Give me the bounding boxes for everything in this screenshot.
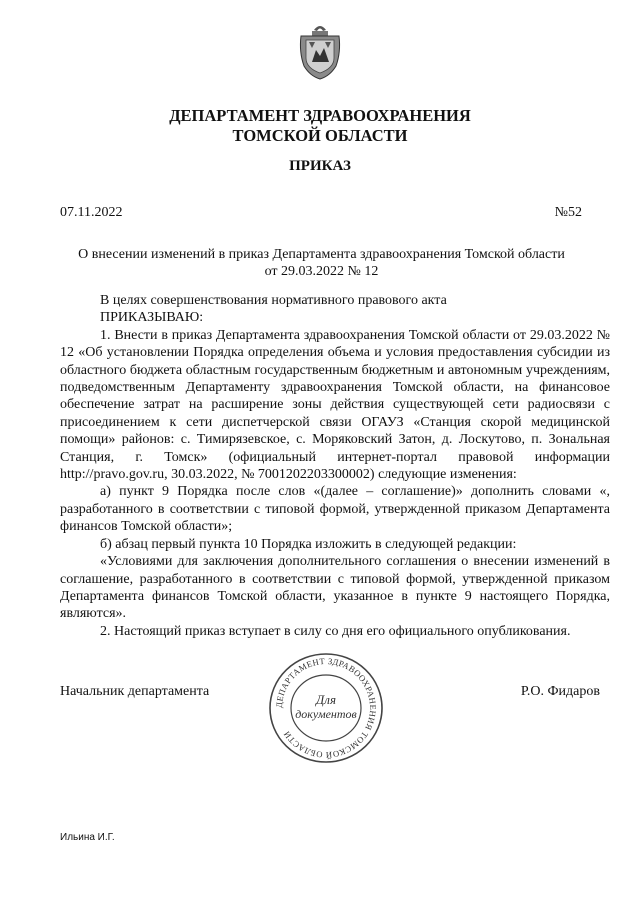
- body-item-1: 1. Внести в приказ Департамента здравоохранения Томской области от 29.03.2022 № 12 «Об установлении Порядка определения объема и условия предоставления субсидии из областного бюджета областным государственным бюджетным и автономным учреждениям, подведомственным Департаменту здравоохранения Томской области, на финансовое обеспечение затрат на расширение зоны действия существующей сети радиосвязи с присоединением к сети диспетчерской связи ОГАУЗ «Станция скорой медицинской помощи» районов: с. Тимирязевское, с. Моряковский Затон, д. Лоскутово, п. Зональная Станция, г. Томск» (официальный интернет-портал правовой информации http://pravo.gov.ru, 30.03.2022, № 7001202203300002) следующие изменения:: [60, 327, 610, 483]
- executor-name: Ильина И.Г.: [60, 832, 115, 843]
- signatory-position: Начальник департамента: [60, 684, 210, 699]
- order-number: №52: [554, 205, 582, 220]
- body-order-keyword: ПРИКАЗЫВАЮ:: [100, 310, 204, 326]
- subject-line1: О внесении изменений в приказ Департамента здравоохранения Томской области: [78, 247, 565, 262]
- body-item-1a: а) пункт 9 Порядка после слов «(далее – соглашение)» дополнить словами «, разработанного в соответствии с типовой формой, утвержденной приказом Департамента финансов Томской области»;: [60, 484, 610, 535]
- body-preamble: В целях совершенствования нормативного правового акта: [100, 293, 447, 308]
- order-date: 07.11.2022: [60, 205, 123, 220]
- subject-line2: от 29.03.2022 № 12: [264, 264, 379, 279]
- stamp-center-line1: Для: [316, 692, 336, 707]
- order-body: [60, 292, 610, 640]
- department-name-line1: ДЕПАРТАМЕНТ ЗДРАВООХРАНЕНИЯ: [169, 106, 471, 125]
- official-stamp: [268, 652, 384, 764]
- coat-of-arms-emblem: [298, 22, 342, 80]
- document-type-title: ПРИКАЗ: [289, 158, 351, 174]
- department-name-line2: ТОМСКОЙ ОБЛАСТИ: [232, 126, 408, 145]
- body-item-1b-text: «Условиями для заключения дополнительного соглашения о внесении изменений в соглашение, разработанного в соответствии с типовой формой, утвержденной приказом Департамента финансов Томской области, указанное в пункте 9 настоящего Порядка, являются».: [60, 554, 610, 622]
- stamp-ring-text: ДЕПАРТАМЕНТ ЗДРАВООХРАНЕНИЯ ТОМСКОЙ ОБЛАСТИ: [273, 655, 379, 761]
- stamp-center-line2: документов: [295, 707, 357, 721]
- signatory-name: Р.О. Фидаров: [520, 684, 600, 699]
- body-item-2: 2. Настоящий приказ вступает в силу со дня его официального опубликования.: [100, 623, 571, 639]
- body-item-1b: б) абзац первый пункта 10 Порядка изложить в следующей редакции:: [100, 536, 517, 552]
- order-subject: [60, 246, 583, 280]
